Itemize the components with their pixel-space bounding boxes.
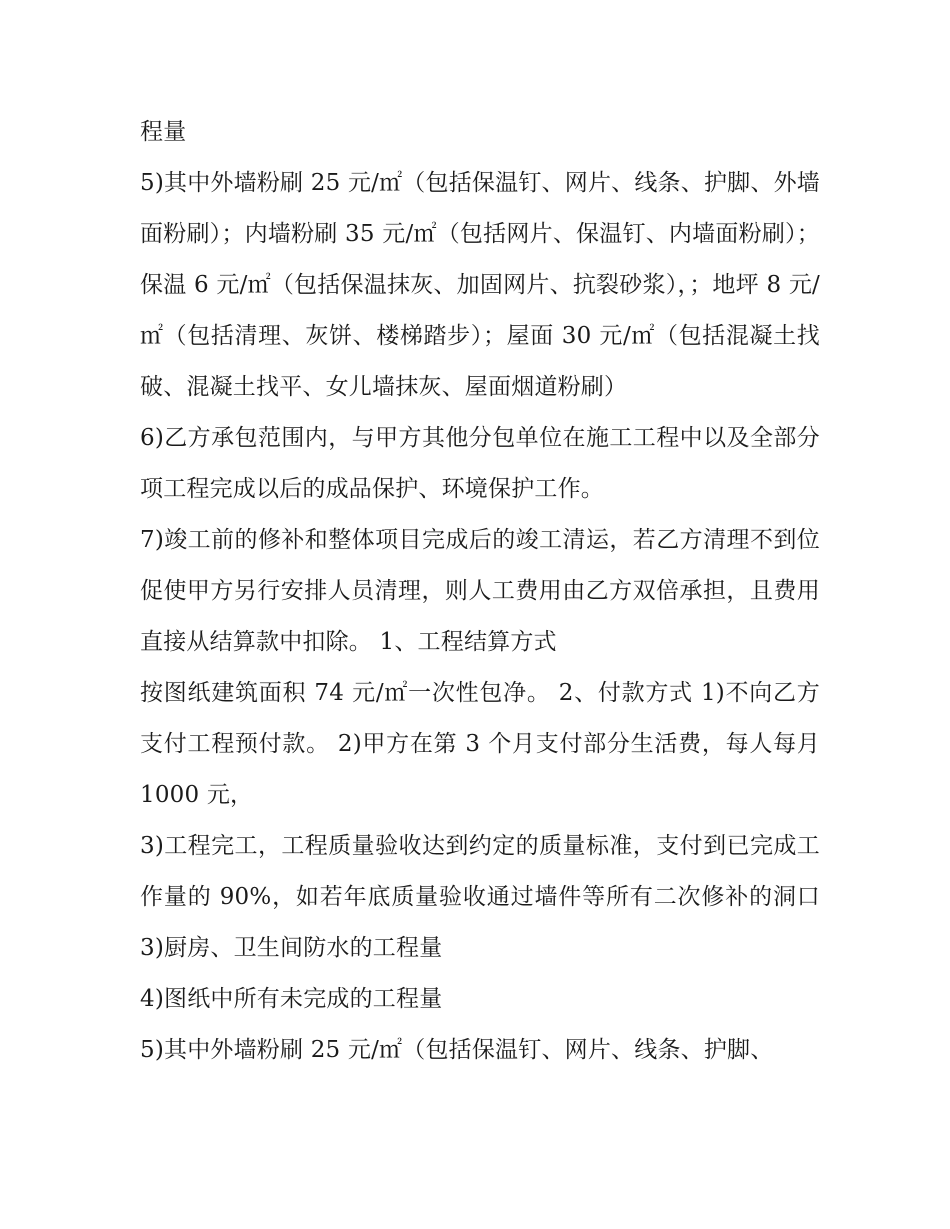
paragraph-item-6-protection-scope: 6)乙方承包范围内，与甲方其他分包单位在施工工程中以及全部分项工程完成以后的成品保护、环境保护工作。 <box>140 425 820 502</box>
paragraph-item-5-repeat: 5)其中外墙粉刷 25 元/㎡（包括保温钉、网片、线条、护脚、 <box>140 1037 774 1063</box>
paragraph-item-7-completion-cleanup: 7)竣工前的修补和整体项目完成后的竣工清运，若乙方清理不到位促使甲方另行安排人员清理，则人工费用由乙方双倍承担，且费用直接从结算款中扣除。 1、工程结算方式 <box>140 527 820 655</box>
document-body <box>140 107 820 1076</box>
paragraph-item-3-completion-payment: 3)工程完工，工程质量验收达到约定的质量标准，支付到已完成工作量的 90%，如若年底质量验收通过墙件等所有二次修补的洞口 3)厨房、卫生间防水的工程量 <box>140 833 820 961</box>
paragraph-settlement-payment: 按图纸建筑面积 74 元/㎡一次性包净。 2、付款方式 1)不向乙方支付工程预付款。 2)甲方在第 3 个月支付部分生活费，每人每月 1000 元， <box>140 680 820 808</box>
paragraph-item-5-plastering-prices: 5)其中外墙粉刷 25 元/㎡（包括保温钉、网片、线条、护脚、外墙面粉刷）；内墙粉刷 35 元/㎡（包括网片、保温钉、内墙面粉刷）；保温 6 元/㎡（包括保温抹灰、加固网片、抗裂砂浆），；地坪 8 元/㎡（包括清理、灰饼、楼梯踏步）；屋面 30 元/㎡（包括混凝土找破、混凝土找平、女儿墙抹灰、屋面烟道粉刷） <box>140 170 820 400</box>
paragraph-item-4-unfinished-work: 4)图纸中所有未完成的工程量 <box>140 986 443 1012</box>
paragraph-continuation: 程量 <box>140 119 187 145</box>
